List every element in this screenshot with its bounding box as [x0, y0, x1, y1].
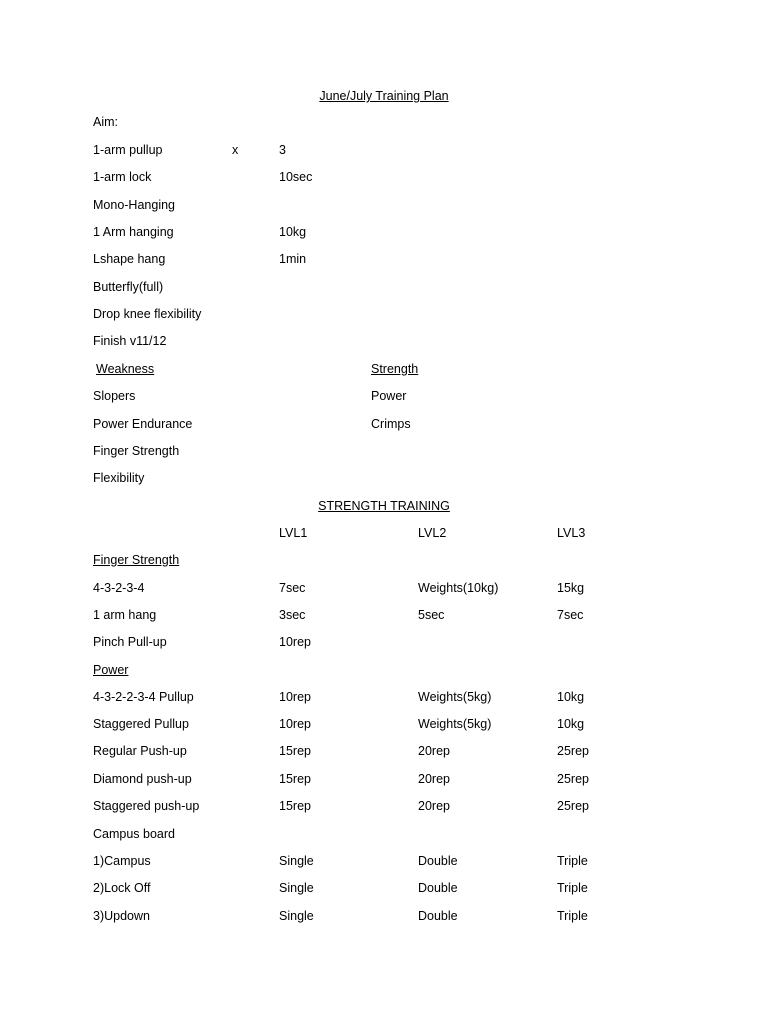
exercise-lvl2: 20rep: [418, 772, 450, 786]
exercise-lvl3: 10kg: [557, 717, 585, 731]
aim-item-mark: x: [232, 143, 239, 157]
exercise-lvl2: 20rep: [418, 799, 450, 813]
exercise-lvl3: 10kg: [557, 690, 585, 704]
exercise-lvl3: 7sec: [557, 608, 584, 622]
aim-item-name: 1 Arm hanging: [93, 225, 174, 239]
exercise-lvl1: 10rep: [279, 690, 311, 704]
aim-item-name: Butterfly(full): [93, 280, 164, 294]
exercise-lvl1: 15rep: [279, 744, 311, 758]
exercise-name: Regular Push-up: [93, 744, 187, 758]
level-header: LVL2: [418, 526, 447, 540]
exercise-name: 1 arm hang: [93, 608, 157, 622]
campus-board-heading: Campus board: [93, 827, 175, 841]
exercise-name: Pinch Pull-up: [93, 635, 167, 649]
aim-item-value: 3: [279, 143, 286, 157]
strength-item: Power: [371, 389, 407, 403]
exercise-lvl2: 20rep: [418, 744, 450, 758]
exercise-lvl1: 15rep: [279, 799, 311, 813]
aim-item-name: Lshape hang: [93, 252, 166, 266]
exercise-lvl3: Triple: [557, 881, 588, 895]
exercise-name: 4-3-2-2-3-4 Pullup: [93, 690, 194, 704]
aim-item-name: 1-arm lock: [93, 170, 152, 184]
aim-item-name: 1-arm pullup: [93, 143, 163, 157]
weakness-heading: Weakness: [96, 362, 155, 376]
exercise-lvl1: Single: [279, 909, 314, 923]
level-header: LVL1: [279, 526, 308, 540]
exercise-lvl1: Single: [279, 881, 314, 895]
aim-item-value: 10kg: [279, 225, 307, 239]
page-title: June/July Training Plan: [319, 89, 449, 103]
exercise-name: Diamond push-up: [93, 772, 192, 786]
exercise-lvl1: 3sec: [279, 608, 306, 622]
exercise-lvl1: 7sec: [279, 581, 306, 595]
weakness-item: Slopers: [93, 389, 136, 403]
exercise-lvl1: Single: [279, 854, 314, 868]
exercise-name: 2)Lock Off: [93, 881, 151, 895]
weakness-item: Flexibility: [93, 471, 145, 485]
power-heading: Power: [93, 663, 129, 677]
strength-item: Crimps: [371, 417, 411, 431]
exercise-lvl2: 5sec: [418, 608, 445, 622]
exercise-lvl1: 15rep: [279, 772, 311, 786]
exercise-lvl2: Double: [418, 881, 458, 895]
exercise-name: 1)Campus: [93, 854, 151, 868]
aim-item-name: Finish v11/12: [93, 334, 167, 348]
exercise-name: Staggered Pullup: [93, 717, 189, 731]
exercise-lvl3: 25rep: [557, 772, 589, 786]
exercise-lvl1: 10rep: [279, 635, 311, 649]
exercise-lvl3: Triple: [557, 854, 588, 868]
exercise-lvl2: Double: [418, 854, 458, 868]
level-header: LVL3: [557, 526, 586, 540]
aim-item-name: Mono-Hanging: [93, 198, 175, 212]
exercise-lvl2: Double: [418, 909, 458, 923]
exercise-lvl3: 15kg: [557, 581, 585, 595]
weakness-item: Power Endurance: [93, 417, 193, 431]
exercise-lvl1: 10rep: [279, 717, 311, 731]
exercise-name: 4-3-2-3-4: [93, 581, 145, 595]
exercise-lvl2: Weights(5kg): [418, 717, 492, 731]
strength-training-heading: STRENGTH TRAINING: [318, 499, 450, 513]
exercise-lvl2: Weights(5kg): [418, 690, 492, 704]
finger-strength-heading: Finger Strength: [93, 553, 180, 567]
exercise-lvl3: 25rep: [557, 799, 589, 813]
aim-heading: Aim:: [93, 115, 118, 129]
exercise-lvl3: Triple: [557, 909, 588, 923]
exercise-name: Staggered push-up: [93, 799, 200, 813]
aim-item-value: 1min: [279, 252, 307, 266]
exercise-lvl3: 25rep: [557, 744, 589, 758]
weakness-item: Finger Strength: [93, 444, 180, 458]
exercise-lvl2: Weights(10kg): [418, 581, 499, 595]
exercise-name: 3)Updown: [93, 909, 150, 923]
aim-item-name: Drop knee flexibility: [93, 307, 202, 321]
strength-heading: Strength: [371, 362, 419, 376]
aim-item-value: 10sec: [279, 170, 313, 184]
